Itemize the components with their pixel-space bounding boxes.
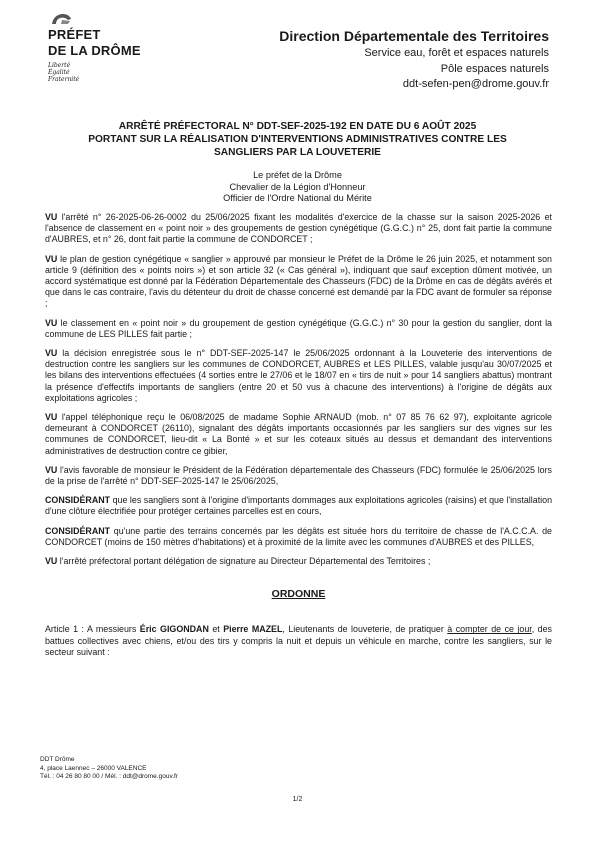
contact-email: ddt-sefen-pen@drome.gouv.fr [402, 78, 549, 90]
considerant-text: qu'une partie des terrains concernés par les dégâts est située hors du territoire de chasse de l'A.C.C.A. de CONDORCET (moins de 150 mètres d'habitations) et à proximité de la limite avec les communes d'AUBRES et des PILLES, [45, 525, 552, 547]
visa-text: la décision enregistrée sous le n° DDT-SEF-2025-147 le 25/06/2025 ordonnant à la Louveterie des interventions de destruction contre les sangliers sur les communes de CONDORCET, AUBRES et LES PILLES, valable jusqu'au 30/07/2025 et les bilans des interventions effectuées (4 sorties entre le 27/06 et le 18/07 en « tirs de nuit » pour 14 sangliers abattus) montrant la présence d'effectifs importants de sangliers (entre 20 et 50 vus à chacune des interventions) à l'origine de dégâts aux exploitations agricoles ; [45, 348, 552, 403]
visa-keyword: VU [45, 412, 58, 423]
lieutenant-name: Pierre MAZEL [223, 624, 283, 635]
ordonne-heading: ORDONNE [271, 588, 326, 601]
visa-keyword: VU [45, 253, 58, 264]
visa-text: l'appel téléphonique reçu le 06/08/2025 de madame Sophie ARNAUD (mob. n° 07 85 76 62 97), exploitante agricole demeurant à CONDORCET (26110), signalant des dégâts importants occasionnés par les sangliers sur des vignes sur les communes de CONDORCET, lieu-dit « La Bonté » et sur les coteaux situés au dessus et demandant des interventions administratives de destruction contre ce gibier, [45, 412, 552, 456]
footer-address [40, 756, 178, 782]
footer-line3: Tél. : 04 26 80 80 00 / Mél. : ddt@drome.gouv.fr [40, 773, 178, 780]
motto [48, 62, 158, 83]
visa-paragraph [45, 212, 552, 246]
article-text: et [208, 624, 224, 635]
motto-egalite: Égalité [48, 69, 70, 76]
pole-name: Pôle espaces naturels [440, 63, 549, 75]
logo-title-line1: PRÉFET [48, 27, 101, 42]
visa-text: l'arrêté préfectoral portant délégation de signature au Directeur Départemental des Territoires ; [57, 556, 431, 567]
article-text: , Lieutenants de louveterie, de pratiquer [282, 624, 448, 635]
visa-text: le plan de gestion cynégétique « sanglier » approuvé par monsieur le Préfet de la Drôme le 26 juin 2025, et notamment son article 9 (définition des « points noirs ») et son article 32 (« Cas général »), indiquant que sauf exception dûment motivée, un accord systématique est donné par la Fédération Départementale des Chasseurs (FDC) de la Drôme en cas de dégâts avérés et que dans le cas contraire, l'avis du détenteur du droit de chasse concerné est demandé par la FDC avant de formuler sa réponse ; [45, 253, 552, 309]
visa-keyword: VU [45, 348, 58, 359]
title-line2: PORTANT SUR LA RÉALISATION D'INTERVENTIONS ADMINISTRATIVES CONTRE LES [88, 134, 507, 145]
arrete-body [45, 212, 552, 666]
signatory-block [40, 170, 555, 205]
visa-text: l'avis favorable de monsieur le Président de la Fédération départementale des Chasseurs (FDC) formulée le 25/06/2025 lors de la prise de l'arrêté n° DDT-SEF-2025-147 le 25/06/2025, [45, 464, 552, 487]
visa-paragraph [45, 465, 552, 487]
visa-keyword: VU [45, 556, 58, 567]
logo-title-line2: DE LA DRÔME [48, 43, 141, 58]
effective-date: à compter de ce jour [447, 624, 532, 635]
direction-title: Direction Départementale des Territoires [279, 28, 549, 44]
signatory-line1: Le préfet de la Drôme [253, 170, 342, 180]
visa-paragraph [45, 318, 552, 340]
lieutenant-name: Éric GIGONDAN [139, 624, 209, 635]
visa-paragraph [45, 412, 552, 457]
visa-paragraph [45, 348, 552, 404]
article-text: A messieurs [84, 624, 140, 635]
title-line1: ARRÊTÉ PRÉFECTORAL N° DDT-SEF-2025-192 EN DATE DU 6 AOÛT 2025 [118, 121, 477, 132]
service-name: Service eau, forêt et espaces naturels [364, 47, 549, 59]
page-number: 1/2 [292, 796, 303, 803]
considerant-paragraph [45, 495, 552, 517]
motto-liberte: Liberté [48, 62, 71, 69]
title-line3: SANGLIERS PAR LA LOUVETERIE [214, 147, 381, 158]
visa-keyword: VU [45, 212, 58, 222]
footer-line2: 4, place Laennec – 26000 VALENCE [40, 764, 147, 772]
motto-fraternite: Fraternité [48, 76, 80, 83]
header-direction [279, 28, 549, 92]
visa-paragraph [45, 254, 552, 310]
considerant-paragraph [45, 526, 552, 548]
signatory-line3: Officier de l'Ordre National du Mérite [223, 193, 372, 203]
marianne-icon [48, 12, 74, 26]
article-label: Article 1 : [45, 624, 84, 635]
visa-text: le classement en « point noir » du groupement de gestion cynégétique (G.G.C.) n° 30 pour la gestion du sanglier, dont la commune de LES PILLES fait partie ; [45, 317, 552, 339]
considerant-text: que les sangliers sont à l'origine d'importants dommages aux exploitations agricoles (raisins) et que l'installation d'une clôture électrifiée pour protéger certaines parcelles est en cours, [45, 495, 552, 517]
visa-keyword: VU [45, 317, 58, 328]
prefet-logo [48, 12, 158, 83]
considerant-keyword: CONSIDÉRANT [45, 525, 111, 536]
visa-paragraph [45, 556, 552, 567]
considerant-keyword: CONSIDÉRANT [45, 495, 111, 506]
footer-line1: DDT Drôme [40, 756, 75, 763]
arrete-title [40, 120, 555, 159]
visa-text: l'arrêté n° 26-2025-06-26-0002 du 25/06/2025 fixant les modalités d'exercice de la chasse sur la saison 2025-2026 et l'absence de classement en « point noir » des groupements de gestion cynégétique (G.G.C.) n° 25, dont fait partie la commune d'AUBRES, et n° 26, dont fait partie la commune de CONDORCET ; [45, 212, 552, 245]
signatory-line2: Chevalier de la Légion d'Honneur [229, 181, 366, 192]
article-1 [45, 624, 552, 658]
article-text: , des battues collectives avec chiens, et/ou des tirs y compris la nuit et depuis un véhicule en marche, contre les sangliers, sur le secteur suivant : [45, 624, 552, 657]
visa-keyword: VU [45, 464, 58, 475]
